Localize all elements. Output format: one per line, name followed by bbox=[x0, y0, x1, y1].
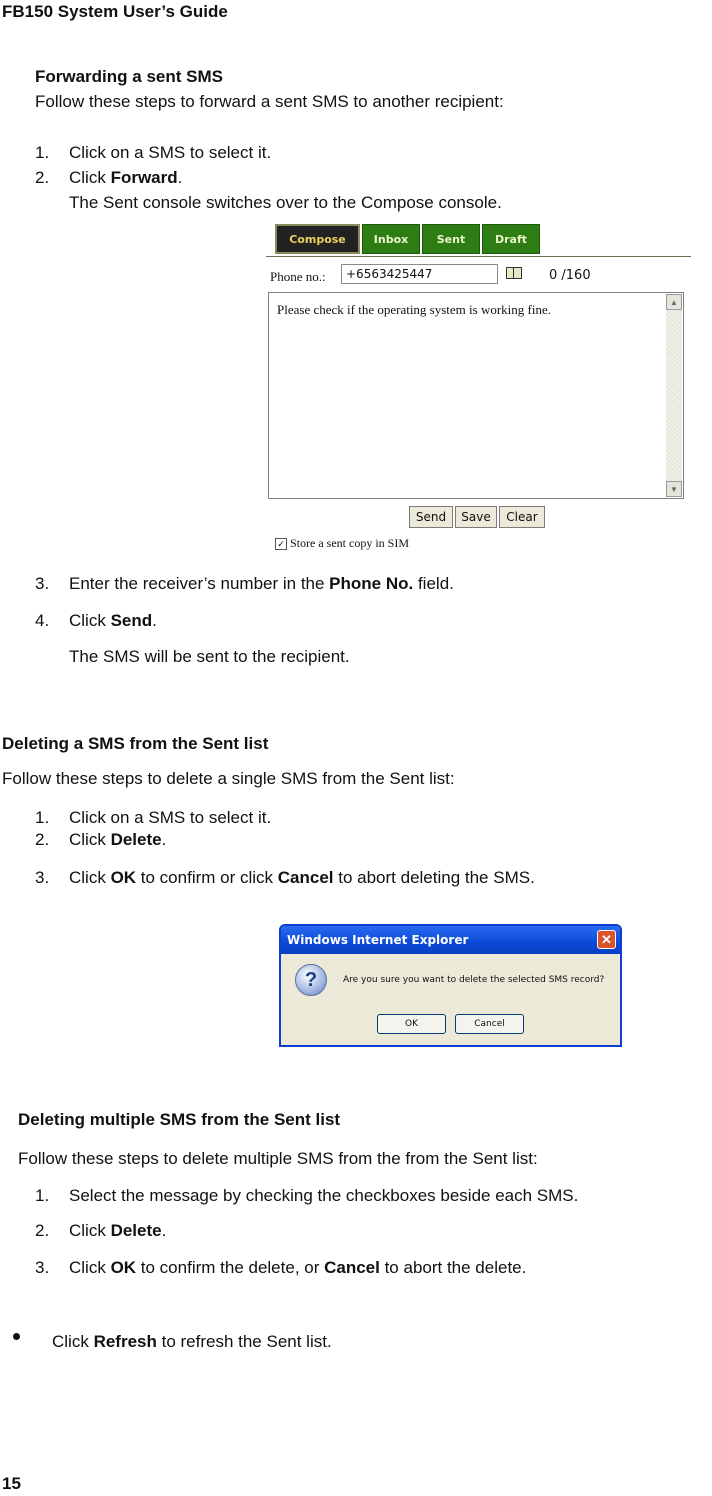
bullet-icon bbox=[13, 1333, 20, 1340]
cancel-button[interactable]: Cancel bbox=[455, 1014, 524, 1034]
clear-button[interactable]: Clear bbox=[499, 506, 545, 528]
step-number: 3. bbox=[35, 868, 50, 887]
forward-step-2-note: The Sent console switches over to the Compose console. bbox=[69, 193, 502, 212]
forward-step-4-note: The SMS will be sent to the recipient. bbox=[69, 647, 350, 666]
step-number: 3. bbox=[35, 574, 50, 593]
step-number: 1. bbox=[35, 143, 50, 162]
delete-step-3: Click OK to confirm or click Cancel to abort deleting the SMS. bbox=[69, 868, 535, 887]
message-textarea[interactable] bbox=[268, 292, 684, 499]
character-counter: 0 /160 bbox=[549, 268, 591, 283]
step-number: 1. bbox=[35, 1186, 50, 1205]
refresh-note: Click Refresh to refresh the Sent list. bbox=[52, 1332, 332, 1351]
close-icon[interactable]: ✕ bbox=[597, 930, 616, 949]
document-header: FB150 System User’s Guide bbox=[2, 2, 228, 21]
tab-inbox[interactable]: Inbox bbox=[362, 224, 420, 254]
delete-multiple-step-3: Click OK to confirm the delete, or Cancel to abort the delete. bbox=[69, 1258, 527, 1277]
step-number: 2. bbox=[35, 830, 50, 849]
forward-step-4: Click Send. bbox=[69, 611, 157, 630]
ok-button[interactable]: OK bbox=[377, 1014, 446, 1034]
step-number: 4. bbox=[35, 611, 50, 630]
delete-step-1: Click on a SMS to select it. bbox=[69, 808, 272, 827]
question-icon: ? bbox=[295, 964, 327, 996]
address-book-icon[interactable] bbox=[506, 267, 522, 279]
confirm-dialog bbox=[279, 924, 622, 1047]
store-sim-label: Store a sent copy in SIM bbox=[290, 536, 409, 550]
delete-intro: Follow these steps to delete a single SMS from the Sent list: bbox=[2, 769, 455, 788]
step-number: 2. bbox=[35, 1221, 50, 1240]
dialog-title: Windows Internet Explorer bbox=[287, 933, 469, 947]
forward-step-3: Enter the receiver’s number in the Phone No. field. bbox=[69, 574, 454, 593]
tab-sent[interactable]: Sent bbox=[422, 224, 480, 254]
delete-multiple-intro: Follow these steps to delete multiple SMS from the from the Sent list: bbox=[18, 1149, 538, 1168]
delete-step-2: Click Delete. bbox=[69, 830, 167, 849]
scroll-up-icon[interactable]: ▲ bbox=[666, 294, 682, 310]
tab-draft[interactable]: Draft bbox=[482, 224, 540, 254]
compose-tab-bar bbox=[266, 224, 691, 257]
save-button[interactable]: Save bbox=[455, 506, 497, 528]
scroll-down-icon[interactable]: ▼ bbox=[666, 481, 682, 497]
tab-compose[interactable]: Compose bbox=[275, 224, 360, 254]
delete-multiple-step-1: Select the message by checking the checkboxes beside each SMS. bbox=[69, 1186, 579, 1205]
phone-input[interactable]: +6563425447 bbox=[341, 264, 498, 284]
delete-multiple-step-2: Click Delete. bbox=[69, 1221, 167, 1240]
store-sim-checkbox[interactable]: ✓ bbox=[275, 538, 287, 550]
delete-multiple-heading: Deleting multiple SMS from the Sent list bbox=[18, 1110, 341, 1129]
send-button[interactable]: Send bbox=[409, 506, 453, 528]
step-number: 3. bbox=[35, 1258, 50, 1277]
store-sim-option[interactable] bbox=[275, 536, 409, 551]
message-text: Please check if the operating system is working fine. bbox=[277, 302, 552, 317]
step-number: 1. bbox=[35, 808, 50, 827]
phone-label: Phone no.: bbox=[270, 269, 326, 284]
delete-heading: Deleting a SMS from the Sent list bbox=[2, 734, 269, 753]
forward-intro: Follow these steps to forward a sent SMS to another recipient: bbox=[35, 92, 504, 111]
page-number: 15 bbox=[2, 1474, 21, 1493]
dialog-title-bar bbox=[281, 926, 620, 954]
step-number: 2. bbox=[35, 168, 50, 187]
forward-heading: Forwarding a sent SMS bbox=[35, 67, 223, 86]
forward-step-1: Click on a SMS to select it. bbox=[69, 143, 272, 162]
forward-step-2: Click Forward. bbox=[69, 168, 183, 187]
message-scrollbar[interactable] bbox=[666, 294, 682, 497]
dialog-message: Are you sure you want to delete the selected SMS record? bbox=[343, 975, 605, 985]
